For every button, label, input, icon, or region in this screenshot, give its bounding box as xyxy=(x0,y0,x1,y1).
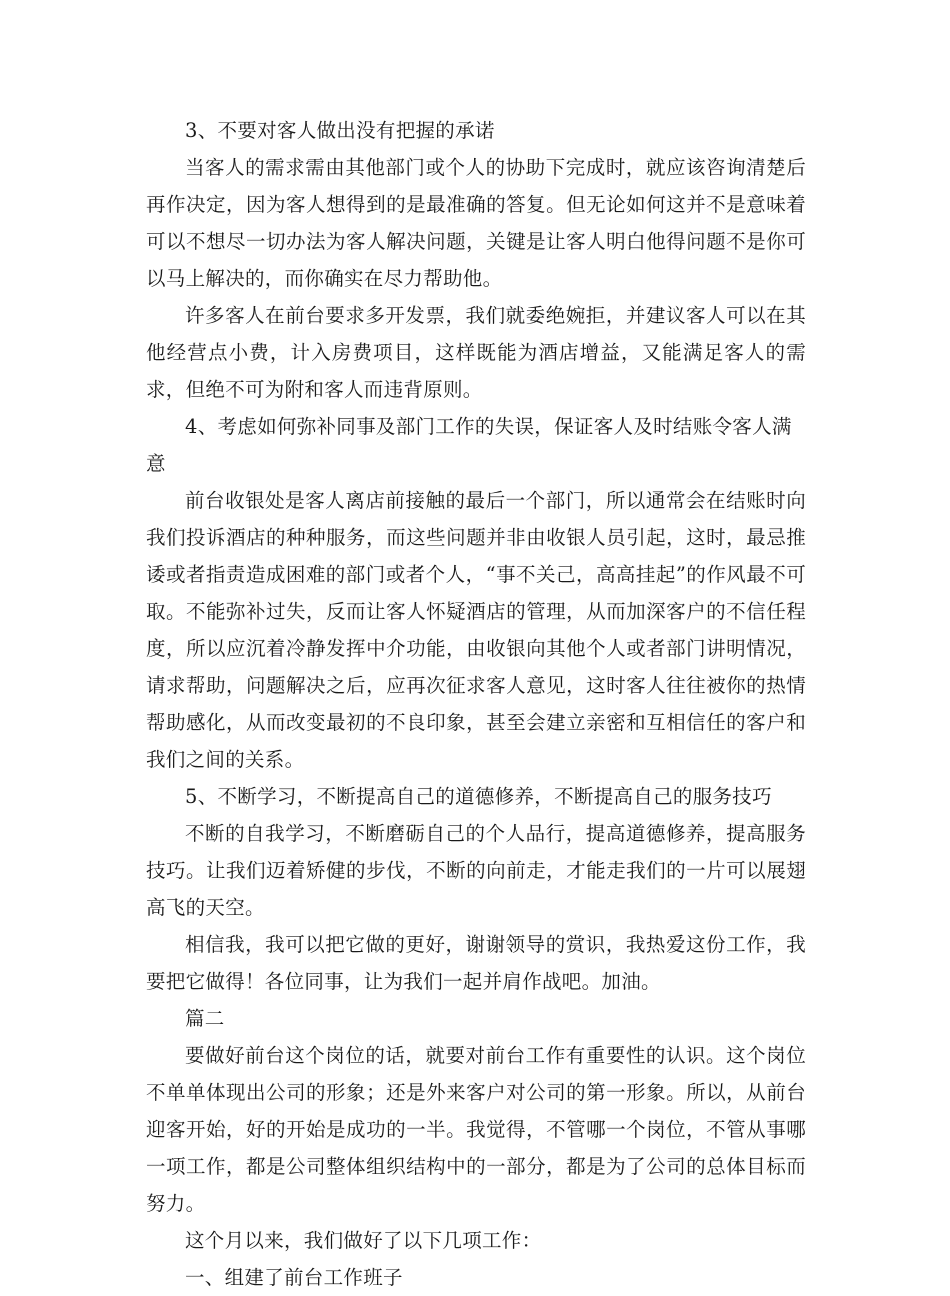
paragraph: 相信我，我可以把它做的更好，谢谢领导的赏识，我热爱这份工作，我要把它做得！各位同事，让为我们一起并肩作战吧。加油。 xyxy=(146,933,806,993)
paragraph: 要做好前台这个岗位的话，就要对前台工作有重要性的认识。这个岗位不单单体现出公司的形象；还是外来客户对公司的第一形象。所以，从前台迎客开始，好的开始是成功的一半。我觉得，不管哪一个岗位，不管从事哪一项工作，都是公司整体组织结构中的一部分，都是为了公司的总体目标而努力。 xyxy=(146,1044,806,1215)
paragraph: 不断的自我学习，不断磨砺自己的个人品行，提高道德修养，提高服务技巧。让我们迈着矫健的步伐，不断的向前走，才能走我们的一片可以展翅高飞的天空。 xyxy=(146,822,806,919)
section-heading-part-two: 篇二 xyxy=(185,1007,225,1030)
paragraph: 当客人的需求需由其他部门或个人的协助下完成时，就应该咨询清楚后再作决定，因为客人想得到的是最准确的答复。但无论如何这并不是意味着可以不想尽一切办法为客人解决问题，关键是让客人明白他得问题不是你可以马上解决的，而你确实在尽力帮助他。 xyxy=(146,156,806,290)
paragraph: 前台收银处是客人离店前接触的最后一个部门，所以通常会在结账时向我们投诉酒店的种种服务，而这些问题并非由收银人员引起，这时，最忌推诿或者指责造成困难的部门或者个人，“事不关己，高高挂起”的作风最不可取。不能弥补过失，反而让客人怀疑酒店的管理，从而加深客户的不信任程度，所以应沉着冷静发挥中介功能，由收银向其他个人或者部门讲明情况，请求帮助，问题解决之后，应再次征求客人意见，这时客人往往被你的热情帮助感化，从而改变最初的不良印象，甚至会建立亲密和互相信任的客户和我们之间的关系。 xyxy=(146,489,806,771)
section-heading-3: 3、不要对客人做出没有把握的承诺 xyxy=(185,119,495,142)
section-heading-4: 4、考虑如何弥补同事及部门工作的失误，保证客人及时结账令客人满意 xyxy=(146,415,792,475)
document-page xyxy=(146,112,806,1296)
paragraph: 这个月以来，我们做好了以下几项工作： xyxy=(185,1229,542,1252)
section-heading-one: 一、组建了前台工作班子 xyxy=(185,1266,403,1289)
paragraph: 许多客人在前台要求多开发票，我们就委绝婉拒，并建议客人可以在其他经营点小费，计入房费项目，这样既能为酒店增益，又能满足客人的需求，但绝不可为附和客人而违背原则。 xyxy=(146,304,806,401)
section-heading-5: 5、不断学习，不断提高自己的道德修养，不断提高自己的服务技巧 xyxy=(185,785,772,808)
